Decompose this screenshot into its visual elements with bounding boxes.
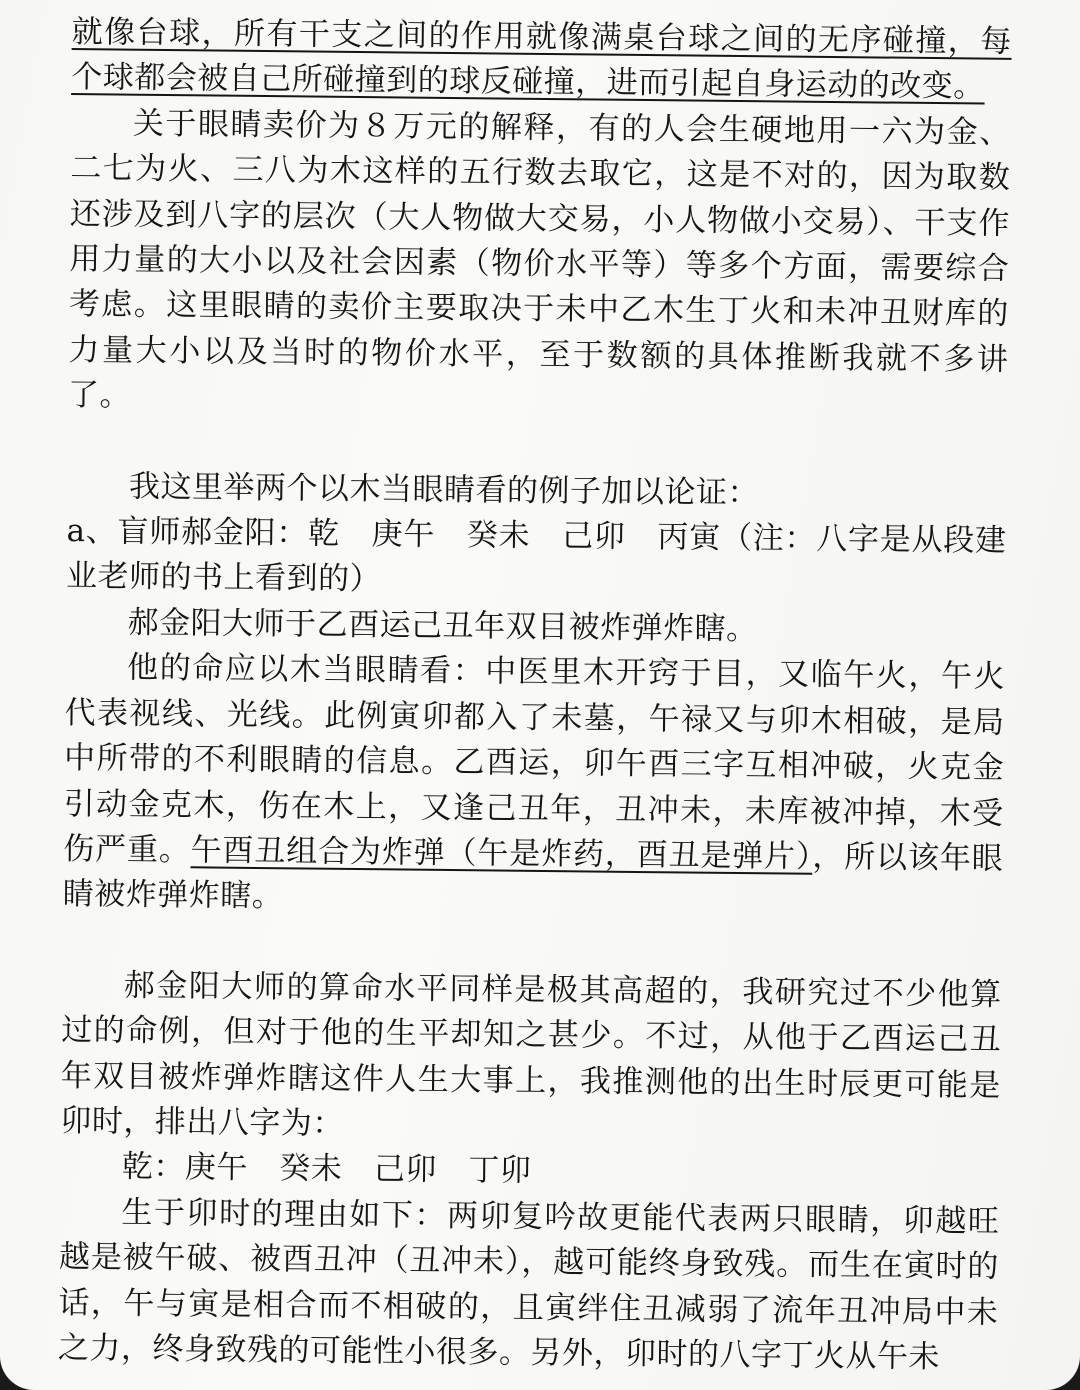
paragraph-analysis	[62, 645, 1005, 927]
paragraph-text: 关于眼睛卖价为８万元的解释，有的人会生硬地用一六为金、二七为火、三八为木这样的五行数去取它，这是不对的，因为取数还涉及到八字的层次（大人物做大交易，小人物做小交易）、干支作用力量的大小以及社会因素（物价水平等）等多个方面，需要综合考虑。这里眼睛的卖价主要取决于未中乙木生丁火和未冲丑财库的力量大小以及当时的物价水平，至于数额的具体推断我就不多讲了。	[67, 105, 1011, 414]
paragraph-eye-price	[68, 101, 1011, 429]
paragraph-text: 我这里举两个以木当眼睛看的例子加以论证：	[128, 468, 760, 511]
paragraph-text: 乾：庚午 癸未 己卯 丁卯	[121, 1148, 532, 1190]
paragraph-reasons	[58, 1190, 1000, 1381]
underlined-text: 午酉丑组合为炸弹（午是炸药，酉丑是弹片）	[190, 832, 813, 875]
paragraph-text: 郝金阳大师的算命水平同样是极其高超的，我研究过不少他算过的命例，但对于他的生平却知之甚少。不过，从他于乙酉运己丑年双目被炸弹炸瞎这件人生大事上，我推测他的出生时辰更可能是卯时，排出八字为：	[60, 967, 1002, 1142]
paragraph-text: ，所以该年眼睛被炸弹炸瞎。	[62, 838, 1004, 915]
paragraph-text: 生于卯时的理由如下：两卯复吟故更能代表两只眼睛，卯越旺越是被午破、被酉丑冲（丑冲未），越可能终身致残。而生在寅时的话，午与寅是相合而不相破的，且寅绊住丑减弱了流年丑冲局中未之力，终身致残的可能性小很多。另外，卯时的八字丁火从午未	[57, 1194, 1000, 1376]
paragraph-text: a、盲师郝金阳：乾 庚午 癸未 己卯 丙寅（注：八字是从段建业老师的书上看到的）	[65, 513, 1007, 598]
paragraph-billiards	[71, 10, 1012, 111]
paragraph-text: 他的命应以木当眼睛看：中医里木开窍于目，又临午火，午火代表视线、光线。此例寅卯都入了未墓，午禄又与卯木相破，是局中所带的不利眼睛的信息。乙酉运，卯午酉三字互相冲破，火克金引动金克木，伤在木上，又逢己丑年，丑冲未，未库被冲掉，木受伤严重。	[63, 649, 1006, 869]
page-text	[58, 10, 1012, 1381]
paragraph-text: 郝金阳大师于乙酉运己丑年双目被炸弹炸瞎。	[127, 604, 758, 648]
paragraph-speculation	[60, 963, 1002, 1154]
paragraph-example-a	[66, 509, 1007, 610]
underlined-text: 就像台球，所有干支之间的作用就像满桌台球之间的无序碰撞，每个球都会被自己所碰撞到的球反碰撞，进而引起自身运动的改变。	[71, 13, 1012, 105]
